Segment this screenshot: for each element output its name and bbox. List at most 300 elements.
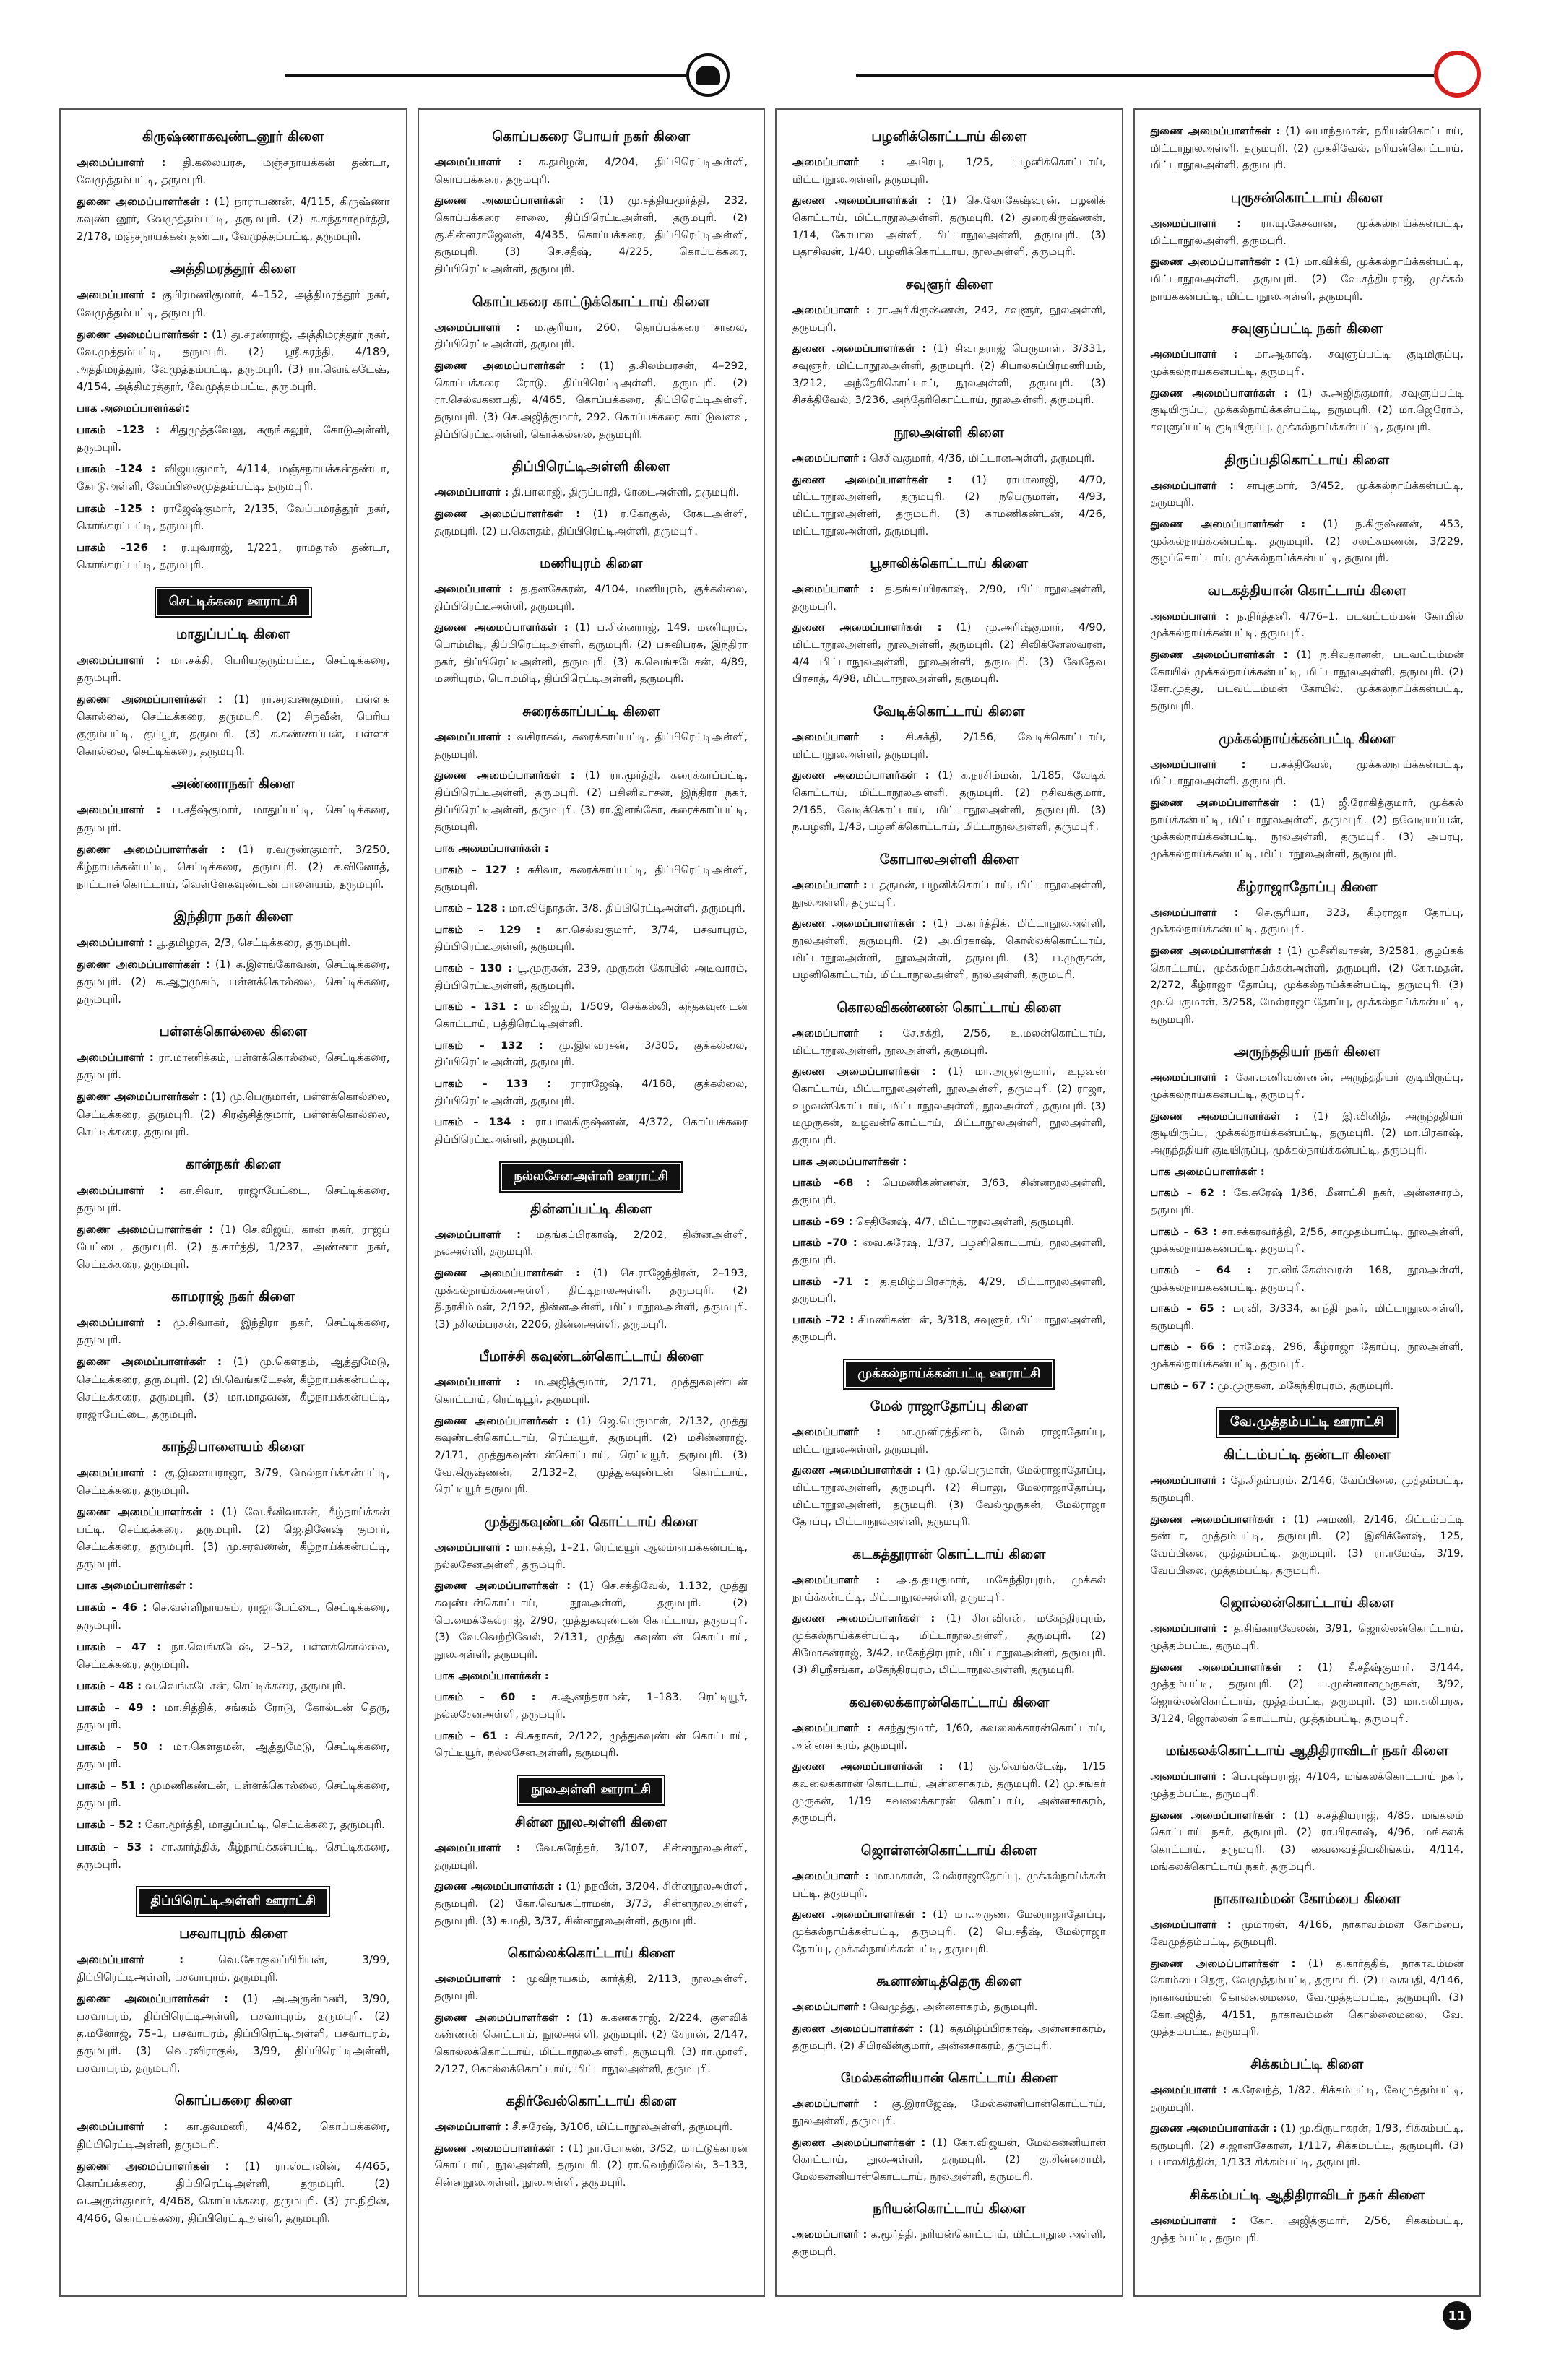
member-details: மா.மகான், மேல்ராஜாதோப்பு, முக்கல்நாய்க்கன் பட்டி, தருமபுரி. [792,1869,1106,1900]
branch-section [77,776,390,892]
role-label: அமைப்பாளர் : [1150,217,1242,230]
role-label: துணை அமைப்பாளர்கள் : [792,342,927,355]
branch-title: கோபாலஅள்ளி கிளை [879,852,1019,868]
member-entry [792,915,1106,984]
member-entry [1151,2120,1464,2171]
member-details: (1) நா.மோகன், 3/52, மாட்டுக்காரன் கொட்டாய், நூலஅள்ளி, தருமபுரி. (2) ரா.வெற்றிவேல், 3–133, சின்னநூலஅள்ளி, நூலஅள்ளி, தருமபுரி. [434,2142,748,2189]
branch-title: இந்திரா நகர் கிளை [173,908,293,925]
member-details: (1) ர.கோகுல், ரேகடஅள்ளி, தருமபுரி. (2) ப.கௌதம், திப்பிரெட்டிஅள்ளி, தருமபுரி. [434,507,748,537]
role-label: துணை அமைப்பாளர்கள் : [434,2011,571,2024]
branch-section [1151,731,1464,863]
branch-section [77,626,390,761]
column-1 [59,108,407,2297]
branch-title: மாதுப்பட்டி கிளை [176,626,290,642]
column-3 [775,108,1123,2297]
member-entry [1151,1659,1464,1728]
member-entry [77,1503,390,1572]
role-label: பாக அமைப்பாளர்கள் : [77,1579,194,1593]
branch-section [792,1398,1106,1531]
role-label: துணை அமைப்பாளர்கள் : [1150,797,1297,810]
branch-section [77,909,390,1008]
branch-title: புருசன்கொட்டாய் கிளை [1230,189,1383,206]
branch-section [1151,583,1464,715]
branch-section [792,129,1106,261]
member-entry [792,472,1106,540]
member-details: மு.இளவரசன், 3/305, குக்கல்லை, திப்பிரெட்டிஅள்ளி, தருமபுரி. [434,1039,748,1069]
member-details: த.தங்கப்பிரகாஷ், 2/90, மிட்டாநூலஅள்ளி, தருமபுரி. [792,583,1106,613]
role-label: துணை அமைப்பாளர்கள் : [792,2136,926,2149]
role-label: துணை அமைப்பாளர்கள் : [792,1464,922,1477]
member-entry [77,1638,390,1673]
member-entry [792,1906,1106,1957]
member-details: (1) நநவீன், 3/204, சின்னநூலஅள்ளி, தருமபுரி. (2) கோ.வெங்கட்ராமன், 3/73, சின்னநூலஅள்ளி, தருமபுரி. (3) சு.மதி, 3/37, சின்னநூலஅள்ளி, தருமபுரி. [434,1880,748,1927]
member-entry [1151,516,1464,567]
member-entry [77,1182,390,1216]
member-entry [435,1970,748,2004]
member-details: பெமணிகண்ணன், 3/63, சின்னநூலஅள்ளி, தருமபுரி. [792,1177,1106,1206]
branch-title: சிக்கம்பட்டி கிளை [1250,2056,1364,2072]
member-entry [1151,254,1464,305]
branch-title: நூலஅள்ளி கிளை [894,424,1004,441]
branch-title: வேடிக்கொட்டாய் கிளை [873,704,1025,720]
role-label: அமைப்பாளர் : [792,1426,881,1439]
role-label: பாகம் – 66 : [1150,1341,1227,1354]
role-label: துணை அமைப்பாளர்கள் : [792,1760,943,1773]
member-details: கே.சுரேஷ் 1/36, மீனாட்சி நகர், அன்னசாரம், தருமபுரி. [1150,1187,1464,1216]
role-label: அமைப்பாளர் : [792,731,885,744]
member-entry [1151,1300,1464,1334]
member-entry [435,484,748,501]
member-entry [435,1265,748,1333]
branch-section [77,1439,390,1873]
role-label: துணை அமைப்பாளர்கள் : [77,958,210,971]
article-columns [59,108,1481,2297]
member-details: மு.சிவாகர், இந்திரா நகர், செட்டிக்கரை, தருமபுரி. [77,1316,390,1347]
branch-section [1151,190,1464,305]
branch-section [77,2093,390,2227]
member-details: ரா.பாலகிருஷ்ணன், 4/372, கொப்பக்கரை திப்பிரெட்டிஅள்ளி, தருமபுரி. [434,1116,748,1146]
member-details: (1) மு.பெருமாள், பள்ளக்கொல்லை, செட்டிக்கரை, தருமபுரி. (2) சிரஞ்சித்குமார், பள்ளக்கொல்லை, செட்டிக்கரை, தருமபுரி. [77,1090,390,1138]
red-circle-icon [1434,51,1481,98]
member-entry [435,729,748,763]
role-label: அமைப்பாளர் : [434,156,522,168]
member-entry [435,1840,748,1874]
branch-title: கொல்லக்கொட்டாய் கிளை [507,1945,675,1962]
panchayat-banner: முக்கல்நாய்க்கன்பட்டி ஊராட்சி [846,1362,1052,1387]
member-details: கி.சுதாகர், 2/122, முத்துகவுண்டன் கொட்டாய், ரெட்டியூர், நல்லசேனஅள்ளி, தருமபுரி. [434,1729,748,1760]
member-entry [792,729,1106,763]
member-details: முமணிகண்டன், பள்ளக்கொல்லை, செட்டிக்கரை, தருமபுரி. [77,1779,390,1810]
member-entry [435,506,748,540]
member-details: அ.த.தயகுமார், மகேந்திரபுரம், முக்கல் நாய்க்கன்பட்டி, மிட்டாநூலஅள்ளி, தருமபுரி. [792,1574,1106,1604]
branch-section [1151,452,1464,567]
role-label: பாகம் –123 : [77,423,160,437]
member-details: (1) ம.கார்த்திக், மிட்டாநூலஅள்ளி, நூலஅள்ளி, தருமபுரி. (2) அ.பிரகாஷ், கொல்லக்கொட்டாய், மிட்டாநூலஅள்ளி, நூலஅள்ளி, தருமபுரி. (3) ப.முருகன், பழனிகொட்டாய், மிட்டாநூலஅள்ளி, நூலஅள்ளி, தருமபுரி. [792,917,1106,982]
member-details: க.மூர்த்தி, நரியன்கொட்டாய், மிட்டாநூல அள்ளி, தருமபுரி. [792,2228,1106,2259]
role-label: பாகம் – 62 : [1150,1187,1227,1200]
role-label: அமைப்பாளர் : [434,321,520,334]
member-details: க.தமிழன், 4/204, திப்பிரெட்டிஅள்ளி, கொப்பக்கரை, தருமபுரி. [434,156,748,186]
header-rule-left [285,74,686,77]
role-label: அமைப்பாளர் : [77,1051,154,1065]
member-entry [792,192,1106,261]
member-details: கா.சிவா, ராஜாபேட்டை, செட்டிக்கரை, தருமபுரி. [77,1183,390,1214]
branch-section [435,129,748,278]
member-entry [435,619,748,688]
branch-section [77,1289,390,1423]
member-details: சரபுகுமார், 3/452, முக்கல்நாய்க்கன்பட்டி, தருமபுரி. [1150,479,1464,509]
member-details: (1) ஜீ.ரோகித்குமார், முக்கல் நாய்க்கன்பட்டி, மிட்டாநூலஅள்ளி, தருமபுரி. (2) நவேடியப்பன், முக்கல்நாய்க்கன்பட்டி, நூலஅள்ளி, தருமபுரி. (3) அபரபு, முக்கல்நாய்க்கன்பட்டி, மிட்டாநூலஅள்ளி, தருமபுரி. [1150,797,1464,861]
role-label: அமைப்பாளர் : [434,486,509,499]
member-details: பெ.புஷ்பராஜ், 4/104, மங்கலக்கொட்டாய் நகர், முத்தம்பட்டி, தருமபுரி. [1150,1770,1464,1800]
role-label: பாக அமைப்பாளர்கள் : [792,1155,907,1168]
role-label: அமைப்பாளர் : [792,1026,883,1039]
member-details: (1) மு.சத்தியமூர்த்தி, 232, கொப்பக்கரை சாலை, திப்பிரெட்டிஅள்ளி, தருமபுரி. (2) கு.சின்னராஜேலன், 4/435, கொப்பக்கரை, திப்பிரெட்டிஅள்ளி, தருமபுரி. (3) செ.சதீஷ், 4/225, கொப்பக்கரை, திப்பிரெட்டிஅள்ளி, தருமபுரி. [434,194,748,275]
branch-section [435,1514,748,1762]
role-label: அமைப்பாளர் : [1150,479,1235,492]
branch-title: பூசாலிக்கொட்டாய் கிளை [870,555,1029,572]
member-entry [1151,385,1464,436]
member-entry [435,581,748,615]
branch-title: பள்ளக்கொல்லை கிளை [159,1024,307,1040]
member-entry [77,1777,390,1812]
member-details: அபிரபு, 1/25, பழனிக்கொட்டாய், மிட்டாநூலஅள்ளி, தருமபுரி. [792,156,1106,186]
member-details: மா.சக்தி, பெரியகுரும்பட்டி, செட்டிக்கரை, தருமபுரி. [77,653,390,684]
branch-title: கிட்டம்பட்டி தண்டா கிளை [1223,1447,1391,1463]
member-entry [435,2119,748,2136]
member-details: ந.நிர்த்தனி, 4/76–1, படவட்டம்மன் கோயில் முக்கல்நாய்க்கன்பட்டி, தருமபுரி. [1150,610,1464,640]
party-emblem-icon [686,53,730,97]
branch-section [792,1843,1106,1957]
member-details: ரா.யு.கேசவான், முக்கல்நாய்க்கன்பட்டி, மிட்டாநூலஅள்ளி, தருமபுரி. [1150,217,1464,247]
branch-section [792,1695,1106,1827]
member-details: தி.பாலாஜி, திருப்பாதி, ரேடைஅள்ளி, தருமபுரி. [511,486,739,499]
member-details: கா.செல்வகுமார், 3/74, பசவாபுரம், திப்பிரெட்டிஅள்ளி, தருமபுரி. [434,923,748,953]
branch-title: திருப்பதிகொட்டாய் கிளை [1224,451,1390,468]
branch-section [1151,1447,1464,1579]
role-label: அமைப்பாளர் : [1150,1474,1227,1487]
role-label: அமைப்பாளர் : [1150,610,1229,623]
branch-title: கொப்பகரை காட்டுக்கொட்டாய் கிளை [472,293,710,310]
role-label: துணை அமைப்பாளர்கள் : [77,1505,215,1518]
member-details: ராஜேஷ்குமார், 2/135, வேப்பமரத்தூர் நகர், கொங்கரப்பட்டி, தருமபுரி. [77,501,390,532]
member-entry [435,862,748,896]
role-label: அமைப்பாளர் : [792,156,886,168]
role-label: அமைப்பாளர் : [77,1316,161,1330]
branch-title: பசவாபுரம் கிளை [179,1925,288,1942]
role-label: பாகம் – 65 : [1150,1302,1226,1315]
role-label: துணை அமைப்பாளர்கள் : [77,1222,214,1236]
member-entry [1151,795,1464,863]
member-details: (1) ச.சத்தியராஜ், 4/85, மங்கலம் கொட்டாய் நகர், தருமபுரி. (2) ரா.பிரகாஷ், 4/96, மங்கலக் கொட்டாய், தருமபுரி. (3) வைவைத்தியலிங்கம், 4/114, மங்கலக்கொட்டாய் நகர், தருமபுரி. [1150,1809,1464,1873]
branch-title: சவுளுப்பட்டி நகர் கிளை [1231,321,1383,337]
member-details: மா.ஆகாஷ், சவுளுப்பட்டி குடிமிருப்பு, முக்கல்நாய்க்கன்பட்டி, தருமபுரி. [1150,348,1464,378]
member-details: (1) சிவாதராஜ் பெருமாள், 3/331, சவுளூர், மிட்டாநூலஅள்ளி, தருமபுரி. (2) சிபாலசுப்பிரமணியம், 3/212, அந்தேரிகொட்டாய், நூலஅள்ளி, தருமபுரி. (3) சிசக்திவேல், 3/236, அந்தேரிகொட்டாய், நூலஅள்ளி, தருமபுரி. [792,342,1106,407]
member-details: ராமேஷ், 296, கீழ்ராஜா தோப்பு, நூலஅள்ளி, முக்கல்நாய்க்கன்பட்டி, தருமபுரி. [1150,1341,1464,1371]
member-details: (1) து.சரண்ராஜ், அத்திமரத்தூர் நகர், வே.முத்தம்பட்டி, தருமபுரி. (2) ஸ்ரீ.கரந்தி, 4/189, அத்திமரத்தூர், வேமுத்தம்பட்டி, தருமபுரி. (3) ரா.வெங்கடேஷ், 4/154, அத்திமரத்தூர், வேமுத்தம்பட்டி, தருமபுரி. [77,327,390,393]
branch-section [77,129,390,245]
role-label: அமைப்பாளர் : [792,303,870,316]
role-label: துணை அமைப்பாளர்கள் : [77,1090,207,1104]
member-entry [1151,1955,1464,2041]
member-details: நா.வெங்கடேஷ், 2–52, பள்ளக்கொல்லை, செட்டிக்கரை, தருமபுரி. [77,1640,390,1671]
member-entry [77,1738,390,1773]
role-label: அமைப்பாளர் : [1150,1770,1227,1783]
page-number: 11 [1443,2301,1471,2330]
member-entry [435,1076,748,1109]
role-label: பாகம் – 133 : [434,1077,552,1090]
branch-title: சின்ன நூலஅள்ளி கிளை [514,1814,667,1830]
member-details: (1) செ.விஜய், கான் நகர், ராஜப் பேட்டை, தருமபுரி. (2) த.கார்த்தி, 1/237, அண்ணா நகர், செட்டிக்கரை, தருமபுரி. [77,1222,390,1271]
member-entry [77,1088,390,1140]
member-details: (1) ந.கிருஷ்ணன், 453, முக்கல்நாய்க்கன்பட்டி, தருமபுரி. (2) சலட்சுமணன், 3/229, குழப்கொட்டாய், முக்கல்நாய்க்கன்பட்டி, தருமபுரி. [1150,517,1464,565]
branch-title: சவுளூர் கிளை [905,276,993,293]
member-entry [792,1462,1106,1531]
branch-title: நாகாவம்மன் கோம்பை கிளை [1214,1891,1401,1908]
role-label: பாகம் – 49 : [77,1700,157,1714]
member-details: சிதுமுத்தவேலு, கருங்கலூர், கோடுஅள்ளி, தருமபுரி. [77,423,390,454]
branch-title: பீமாச்சி கவுண்டன்கொட்டாய் கிளை [479,1349,704,1365]
member-entry [77,1990,390,2077]
member-details: பதருமன், பழனிக்கொட்டாய், மிட்டாநூலஅள்ளி, நூலஅள்ளி, தருமபுரி. [792,879,1106,909]
column-2 [418,108,766,2297]
branch-section [435,1945,748,2077]
member-entry [77,1677,390,1695]
role-label: பாகம் –69 : [792,1215,853,1228]
role-label: அமைப்பாளர் : [434,1973,517,1986]
member-details: தி.கலையரசு, மஞ்சநாயக்கன் தண்டா, வேமுத்தம்பட்டி, தருமபுரி. [77,156,390,187]
member-details: ரா.மாணிக்கம், பள்ளக்கொல்லை, செட்டிக்கரை, தருமபுரி. [77,1051,390,1082]
role-label: துணை அமைப்பாளர்கள் : [792,917,927,930]
branch-title: முத்துகவுண்டன் கொட்டாய் கிளை [484,1514,698,1531]
member-entry [792,450,1106,467]
member-entry [435,1114,748,1148]
member-entry [792,1312,1106,1346]
role-label: அமைப்பாளர் : [1150,1071,1229,1084]
branch-section [1151,1044,1464,1394]
member-entry [435,998,748,1032]
member-details: (1) அமணி, 2/146, கிட்டம்பட்டி தண்டா, முத்தம்பட்டி, தருமபுரி. (2) இவிக்னேஷ், 125, வேப்பிலை, முத்தம்பட்டி, தருமபுரி. (3) ரா.ரமேஷ், 3/19, வேப்பிலை, முத்தம்பட்டி, தருமபுரி. [1150,1513,1464,1577]
member-details: விஜயகுமார், 4/114, மஞ்சநாயக்கன்தண்டா, கோடுஅள்ளி, வேப்பிலைமுத்தம்பட்டி, தருமபுரி. [77,462,390,493]
member-entry [792,1063,1106,1148]
member-details: மு.முருகன், மகேந்திரபுரம், தருமபுரி. [1217,1379,1394,1392]
member-details: (1) ரா.சரவணகுமார், பள்ளக் கொல்லை, செட்டிக்கரை, தருமபுரி. (2) சிநவீன், பெரிய குரும்பட்டி, குப்பூர், தருமபுரி. (3) க.கண்ணப்பன், பள்ளக் கொல்லை, செட்டிக்கரை, தருமபுரி. [77,693,390,758]
branch-section [1151,1891,1464,2041]
member-entry [77,1314,390,1349]
member-entry [435,960,748,994]
member-entry [77,1838,390,1873]
role-label: பாகம் – 47 : [77,1640,162,1653]
member-details: (1) ராபாலாஜி, 4/70, மிட்டாநூலஅள்ளி, தருமபுரி. (2) நபெருமாள், 4/93, மிட்டாநூலஅள்ளி, தருமபுரி. (3) காமணிகண்டன், 4/26, மிட்டாநூலஅள்ளி, தருமபுரி. [792,473,1106,537]
branch-title: கூனாண்டித்தெரு கிளை [876,1973,1022,1990]
branch-title: நரியன்கொட்டாய் கிளை [873,2201,1026,2217]
member-details: முமாறன், 4/166, நாகாவம்மன் கோம்பை, வேமுத்தம்பட்டி, தருமபுரி. [1150,1918,1464,1948]
member-details: (1) மா.அருள்குமார், உழவன் கொட்டாய், மிட்டாநூலஅள்ளி, நூலஅள்ளி, தருமபுரி. (2) ராஜா, உழவன்கொட்டாய், மிட்டாநூலஅள்ளி, நூலஅள்ளி, தருமபுரி. (3) மமுருகன், உழவன்கொட்டாய், மிட்டாநூலஅள்ளி, நூலஅள்ளி, தருமபுரி. [792,1065,1106,1146]
member-details: (1) மு.கிருபாகரன், 1/93, சிக்கம்பட்டி, தருமபுரி. (2) ச.ஜானசேகரன், 1/117, சிக்கம்பட்டி, தருமபுரி. (3) புபாலசித்தின், 1/133 சிக்கம்பட்டி, தருமபுரி. [1150,2122,1464,2169]
member-entry [792,1999,1106,2016]
branch-title: அருந்ததியர் நகர் கிளை [1233,1044,1380,1060]
member-details: சா.சக்கரவர்த்தி, 2/56, சாமுதம்பாட்டி, நூலஅள்ளி, முக்கல்நாய்க்கன்பட்டி, தருமபுரி. [1150,1225,1464,1255]
member-entry [1151,756,1464,790]
member-entry [792,2095,1106,2129]
member-details: (1) முசீனிவாசன், 3/2581, குழப்கக் கொட்டாய், முக்கல்நாய்க்கன்அள்ளி, தருமபுரி. (2) கோ.மதன், 2/272, கீழ்ராஜா தோப்பு, முக்கல்நாய்க்கன்பட்டி, தருமபுரி. (3) மு.பெருமாள், 3/258, மேல்ராஜா தோப்பு, முக்கல்நாய்க்கன்பட்டி, தருமபுரி. [1150,945,1464,1026]
branch-title: கவலைக்காரன்கொட்டாய் கிளை [849,1695,1050,1710]
member-details: த.தனசேகரன், 4/104, மணியுரம், குக்கல்லை, திப்பிரெட்டிஅள்ளி, தருமபுரி. [434,583,748,613]
branch-title: திப்பிரெட்டிஅள்ளி கிளை [512,459,670,475]
role-label: அமைப்பாளர் : [77,653,160,667]
member-details: வெ.கோகுலப்பிரியன், 3/99, திப்பிரெட்டிஅள்ளி, பசவாபுரம், தருமபுரி. [77,1952,390,1983]
role-label: துணை அமைப்பாளர்கள் : [792,194,932,207]
role-label: பாகம் –126 : [77,540,167,554]
branch-title: முக்கல்நாய்க்கன்பட்டி கிளை [1219,730,1396,747]
member-details: பூ.முருகன், 239, முருகன் கோயில் அடிவாரம், திப்பிரெட்டிஅள்ளி, தருமபுரி. [434,961,748,992]
role-label: அமைப்பாளர் : [77,1183,165,1197]
branch-section [792,1973,1106,2054]
role-label: துணை அமைப்பாளர்கள் : [1150,125,1281,137]
member-details: (1) செ.ராஜேந்திரன், 2–193, முக்கல்நாய்க்கனஅள்ளி, திட்டிநாலஅள்ளி, தருமபுரி. (2) தீ.நரசிம்மன், 2/192, தின்னஅள்ளி, மிட்டாநூலஅள்ளி, தருமபுரி. (3) நசிலம்பரசன், 2206, தின்னஅள்ளி, தருமபுரி. [434,1266,748,1330]
member-entry [435,1689,748,1723]
member-details: ரா.அரிகிருஷ்ணன், 242, சவுளூர், நூலஅள்ளி, தருமபுரி. [792,303,1106,334]
member-details: (1) வபாந்தமான், நரியன்கொட்டாய், மிட்டாநூலஅள்ளி, தருமபுரி. (2) முகசிவேல், நரியன்கொட்டாய், மிட்டாநூலஅள்ளி, தருமபுரி. [1150,125,1464,172]
member-entry [1151,2212,1464,2246]
member-entry [792,1213,1106,1231]
role-label: துணை அமைப்பாளர்கள் : [1150,256,1280,269]
role-label: அமைப்பாளர் : [792,2001,867,2014]
member-details: (1) மு.பெருமாள், மேல்ராஜாதோப்பு, மிட்டாநூலஅள்ளி, தருமபுரி. (2) சிபாலு, மேல்ராஜாதோப்பு, மிட்டாநூலஅள்ளி, தருமபுரி. (3) வேல்முருகன், மேல்ராஜா தோப்பு, மிட்டாநூலஅள்ளி, தருமபுரி. [792,1464,1106,1528]
member-details: (1) ப.சின்னராஜ், 149, மணியுரம், பொம்மிடி, திப்பிரெட்டிஅள்ளி, தருமபுரி. (2) பசுவிபரசு, இந்திரா நகர், திப்பிரெட்டிஅள்ளி, தருமபுரி. (3) க.வெங்கடேசன், 4/89, மணியுரம், பொம்மிடி, திப்பிரெட்டிஅள்ளி, தருமபுரி. [434,621,748,685]
role-label: துணை அமைப்பாளர்கள் : [792,621,942,634]
role-label: பாகம் – 132 : [434,1039,543,1052]
member-entry [435,922,748,956]
branch-section [435,2093,748,2191]
branch-title: தின்னப்பட்டி கிளை [530,1200,652,1217]
member-entry [77,1598,390,1633]
member-entry [1151,215,1464,249]
role-label: அமைப்பாளர் : [1150,1622,1228,1635]
branch-title: கொப்பகரை கிளை [174,2093,292,2109]
branch-section [435,459,748,540]
role-label: பாகம் – 128 : [434,902,506,914]
role-label: துணை அமைப்பாளர்கள் : [1150,1513,1287,1526]
member-details: (1) கு.வெங்கடேஷ், 1/15 கவலைக்காரன் கொட்டாய், அன்னசாகரம், தருமபுரி. (2) மு.சங்கர் முருகன், 1/19 கவலைக்காரன் கொட்டாய், அன்னசாகரம், தருமபுரி. [792,1760,1106,1825]
role-label: துணை அமைப்பாளர்கள் : [1150,517,1306,530]
member-entry [435,900,748,917]
member-entry [77,956,390,1008]
role-label: துணை அமைப்பாளர்கள் : [434,1266,580,1279]
member-entry [77,691,390,760]
role-label: பாகம் –71 : [792,1275,869,1288]
role-label: பாகம் –72 : [792,1313,855,1326]
role-label: பாகம் –124 : [77,462,156,476]
branch-section [792,425,1106,540]
role-label: அமைப்பாளர் : [77,156,166,169]
branch-title: கொலவிகண்ணன் கொட்டாய் கிளை [837,999,1061,1016]
header-rule-right [856,74,1434,77]
member-entry [1151,1069,1464,1103]
member-entry [792,1868,1106,1902]
member-details: சீ.சுரேஷ், 3/106, மிட்டாநூலஅள்ளி, தருமபுரி. [511,2121,733,2134]
member-details: (1) ரா.ஸ்டாலின், 4/465, கொப்பக்கரை, திப்பிரெட்டிஅள்ளி, தருமபுரி. (2) வ.அருள்குமார், 4/468, கொப்பக்கரை, தருமபுரி. (3) ரா.நிதின், 4/466, கொப்பக்கரை, திப்பிரெட்டிஅள்ளி, தருமபுரி. [77,2159,390,2225]
role-label: அமைப்பாளர் : [77,288,156,302]
branch-section [435,1349,748,1498]
role-label: அமைப்பாளர் : [792,1722,871,1734]
branch-title: காமராஜ் நகர் கிளை [171,1289,295,1305]
member-details: (1) ந.சிவதானன், படவட்டம்மன் கோயில் முக்கல்நாய்க்கன்பட்டி, மிட்டாநூலஅள்ளி, தருமபுரி. (2) சோ.முத்து, படவட்டம்மன் கோயில், முக்கல்நாய்க்கன்பட்டி, தருமபுரி. [1150,649,1464,713]
member-entry [792,1174,1106,1208]
branch-title: மங்கலக்கொட்டாய் ஆதிதிராவிடர் நகர் கிளை [1165,1743,1449,1760]
role-label: அமைப்பாளர் : [792,1574,881,1587]
role-label: பாகம் – 130 : [434,961,512,974]
member-entry [77,399,390,417]
branch-section [792,1000,1106,1346]
role-label: பாகம் – 63 : [1150,1225,1217,1238]
member-details: ப.சக்திவேல், முக்கல்நாய்க்கன்பட்டி, மிட்டாநூலஅள்ளி, தருமபுரி. [1150,758,1464,788]
member-details: செசிவகுமார், 4/36, மிட்டானஅள்ளி, தருமபுரி. [870,451,1095,464]
role-label: அமைப்பாளர் : [1150,1918,1232,1931]
role-label: பாகம் – 51 : [77,1779,146,1793]
member-entry [792,1273,1106,1307]
branch-section [77,1156,390,1273]
member-details: (1) மா.அருண், மேல்ராஜாதோப்பு, முக்கல்நாய்க்கன்பட்டி, தருமபுரி. (2) பெ.சதீஷ், மேல்ராஜா தோப்பு, முக்கல்நாய்க்கன்பட்டி, தருமபுரி. [792,1908,1106,1955]
role-label: அமைப்பாளர் : [1150,2215,1236,2228]
branch-title: ஜொல்லன்கொட்டாய் கிளை [1219,1595,1394,1611]
branch-section [1151,2187,1464,2246]
branch-title: கொப்பகரை போயர் நகர் கிளை [492,129,691,144]
role-label: அமைப்பாளர் : [77,1952,184,1966]
member-details: (1) சீ.சதீஷ்குமார், 3/144, முத்தம்பட்டி, தருமபுரி. (2) ப.முன்னானமுருகன், 3/92, ஜொல்லன்கொட்டாய், முத்தம்பட்டி, தருமபுரி. (3) மா.சுலியரசு, 3/124, ஜொல்லன் கொட்டாய், முத்தம்பட்டி, தருமபுரி. [1150,1661,1464,1725]
member-entry [792,619,1106,688]
member-entry [792,1424,1106,1458]
branch-section [792,277,1106,409]
role-label: பாகம் – 46 : [77,1601,147,1614]
member-details: (1) க.அஜித்குமார், சவுளுப்பட்டி குடியிருப்பு, முக்கல்நாய்க்கன்பட்டி, தருமபுரி. (2) மா.ஜெரோம், சவுளுப்பட்டி குடியிருப்பு, முக்கல்நாய்க்கன்பட்டி, தருமபுரி. [1150,386,1464,433]
member-details: (1) த.கார்த்திக், நாகாவம்மன் கோம்பை தெரு, வேமுத்தம்பட்டி, தருமபுரி. (2) பவகபதி, 4/146, நாகாவம்மன் கொல்லைமலை, வே.முத்தம்பட்டி, தருமபுரி. (3) கோ.அஜித், 4/151, நாகாவம்மன் கொல்லைமலை, வே. முத்தம்பட்டி, தருமபுரி. [1150,1957,1464,2038]
branch-title: கான்நகர் கிளை [185,1156,281,1172]
role-label: துணை அமைப்பாளர்கள் : [77,2159,230,2173]
branch-section [77,261,390,573]
member-entry [1151,1164,1464,1181]
member-entry [1151,1262,1464,1296]
member-entry [1151,1377,1464,1395]
member-entry [77,500,390,535]
role-label: அமைப்பாளர் : [792,879,868,892]
role-label: பாகம் – 64 : [1150,1263,1252,1276]
member-entry [792,1610,1106,1679]
role-label: அமைப்பாளர் : [792,2228,868,2241]
member-entry [435,319,748,353]
branch-title: காந்திபாளையம் கிளை [161,1438,305,1455]
role-label: துணை அமைப்பாளர்கள் : [434,2142,564,2155]
role-label: பாகம் –70 : [792,1237,857,1250]
role-label: பாகம் – 53 : [77,1840,154,1853]
member-entry [792,1234,1106,1268]
member-entry [792,1154,1106,1171]
member-entry [435,358,748,443]
role-label: அமைப்பாளர் : [77,1466,157,1479]
role-label: அமைப்பாளர் : [77,2120,168,2134]
member-entry [77,2158,390,2227]
member-entry [435,1668,748,1685]
member-entry [792,154,1106,188]
column-4 [1133,108,1482,2297]
branch-title: கடகத்தூரான் கொட்டாய் கிளை [852,1546,1046,1563]
member-entry [1151,646,1464,715]
role-label: துணை அமைப்பாளர்கள் : [1150,2122,1278,2135]
member-entry [77,1816,390,1833]
member-entry [77,421,390,456]
role-label: அமைப்பாளர் : [77,935,152,949]
member-details: மரவி, 3/334, காந்தி நகர், மிட்டாநூலஅள்ளி, தருமபுரி. [1150,1302,1464,1332]
